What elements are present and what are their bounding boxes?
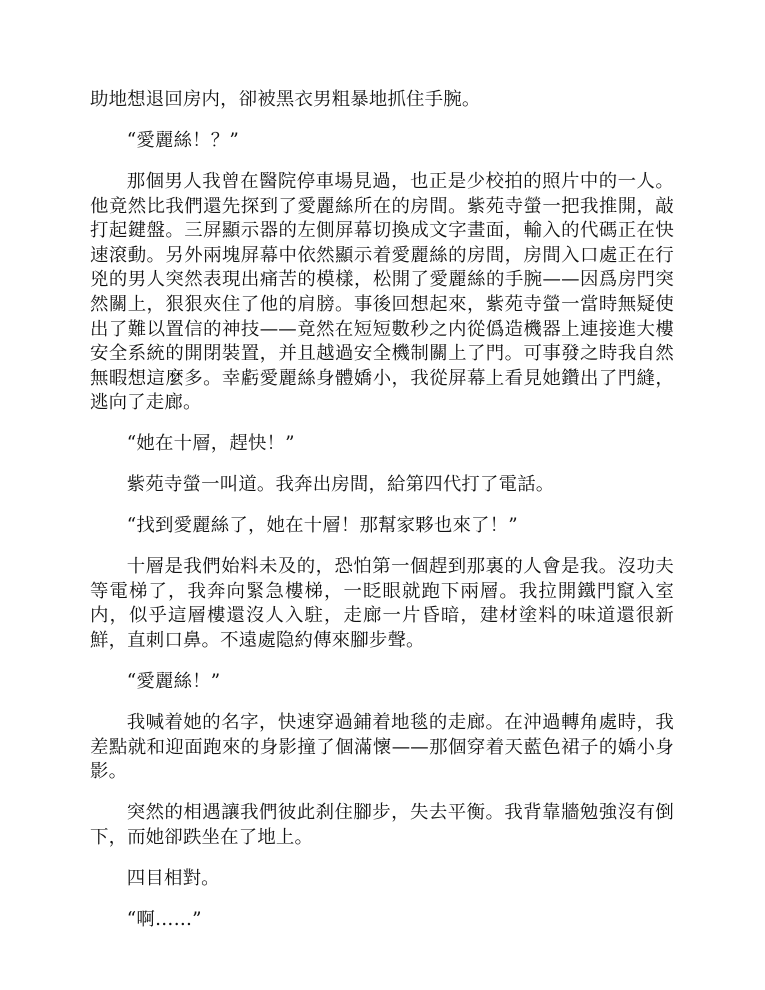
paragraph-4: “她在十層，趕快！” — [126, 433, 295, 455]
paragraph-11: 四目相對。 — [126, 867, 220, 889]
paragraph-6: “找到愛麗絲了，她在十層！那幫家夥也來了！” — [126, 515, 518, 537]
paragraph-2: “愛麗絲！？” — [126, 129, 239, 151]
paragraph-7: 十層是我們始料未及的，恐怕第一個趕到那裏的人會是我。沒功夫等電梯了，我奔向緊急樓梯，一眨眼就跑下兩層。我拉開鐵門竄入室内，似乎這層樓還沒人入駐，走廊一片昏暗，建材塗料的味道還很新鮮，直刺口鼻。不遠處隐約傳來腳步聲。 — [90, 556, 674, 652]
paragraph-3: 那個男人我曾在醫院停車場見過，也正是少校拍的照片中的一人。他竟然比我們還先探到了愛麗絲所在的房間。紫苑寺螢一把我推開，敲打起鍵盤。三屏顯示器的左側屏幕切換成文字畫面，輸入的代碼正在快速滾動。另外兩塊屏幕中依然顯示着愛麗絲的房間，房間入口處正在行兇的男人突然表現出痛苦的模樣，松開了愛麗絲的手腕——因爲房門突然關上，狠狠夾住了他的肩膀。事後回想起來，紫苑寺螢一當時無疑使出了難以置信的神技——竟然在短短數秒之内從僞造機器上連接進大樓安全系統的開閉裝置，并且越過安全機制關上了門。可事發之時我自然無暇想這麼多。幸虧愛麗絲身體嬌小，我從屏幕上看見她鑽出了門縫，逃向了走廊。 — [90, 170, 674, 414]
document-page — [90, 88, 674, 949]
paragraph-12: “啊……” — [126, 908, 202, 930]
paragraph-1: 助地想退回房内，卻被黑衣男粗暴地抓住手腕。 — [90, 89, 481, 110]
paragraph-9: 我喊着她的名字，快速穿過鋪着地毯的走廊。在沖過轉角處時，我差點就和迎面跑來的身影撞了個滿懷——那個穿着天藍色裙子的嬌小身影。 — [90, 712, 674, 783]
paragraph-8: “愛麗絲！” — [126, 671, 221, 693]
paragraph-5: 紫苑寺螢一叫道。我奔出房間，給第四代打了電話。 — [126, 474, 555, 496]
paragraph-10: 突然的相遇讓我們彼此刹住腳步，失去平衡。我背靠牆勉強沒有倒下，而她卻跌坐在了地上。 — [90, 802, 674, 848]
